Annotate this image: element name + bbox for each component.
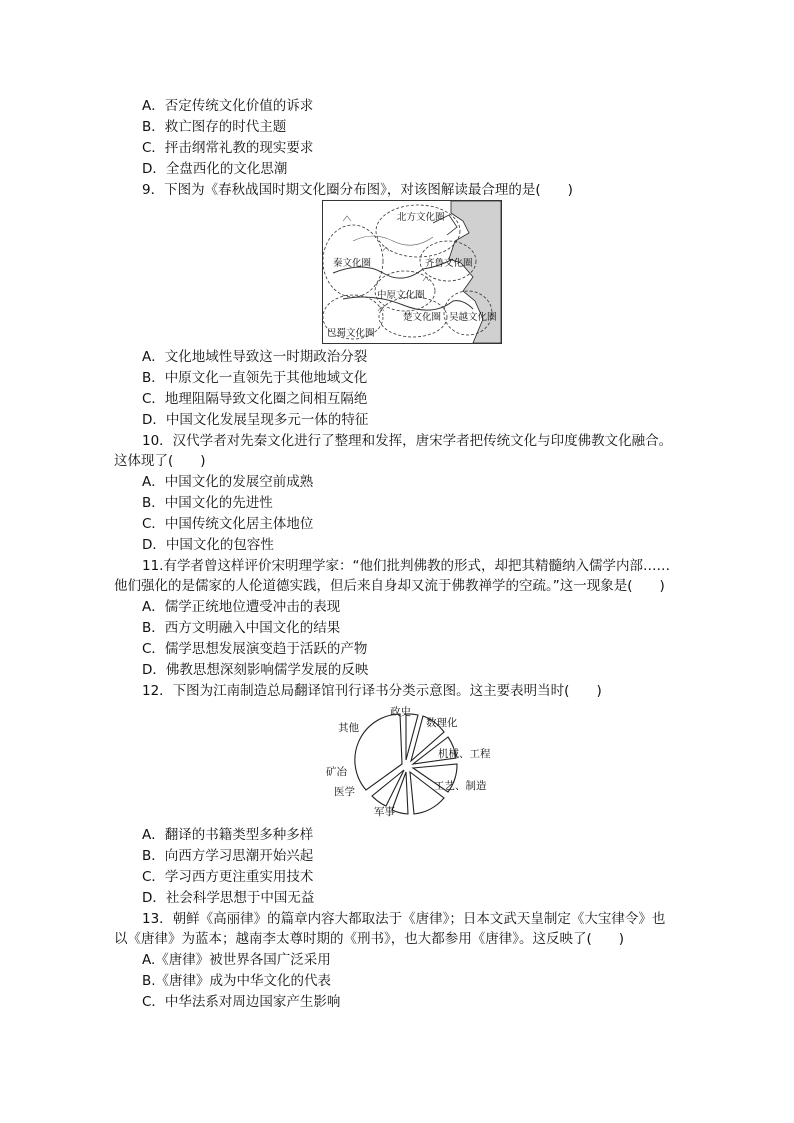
translation-category-diagram xyxy=(320,700,500,825)
map-label-wuyue: 吴越文化圈 xyxy=(449,312,497,323)
q10-option-d[interactable]: D．中国文化的包容性 xyxy=(142,537,274,553)
culture-circle-map xyxy=(322,200,502,344)
map-label-qilu: 齐鲁文化圈 xyxy=(425,258,473,269)
map-label-chu: 楚文化圈 xyxy=(403,312,442,323)
pie-label-politics-history: 政史 xyxy=(390,706,411,718)
q13-stem-line1: 13．朝鲜《高丽律》的篇章内容大都取法于《唐律》；日本文武天皇制定《大宝律令》也 xyxy=(142,911,666,927)
q11-stem-line2: 他们强化的是儒家的人伦道德实践，但后来自身却又流于佛教禅学的空疏。”这一现象是( ) xyxy=(114,578,665,594)
q9-option-b[interactable]: B．中原文化一直领先于其他地域文化 xyxy=(142,370,368,386)
map-label-bashu: 巴蜀文化圈 xyxy=(327,328,375,339)
q9-option-d[interactable]: D．中国文化发展呈现多元一体的特征 xyxy=(142,412,369,428)
q13-option-a[interactable]: A.《唐律》被世界各国广泛采用 xyxy=(142,952,331,968)
q10-option-a[interactable]: A．中国文化的发展空前成熟 xyxy=(142,474,314,490)
q10-option-c[interactable]: C．中国传统文化居主体地位 xyxy=(142,516,314,532)
pie-label-math-science: 数理化 xyxy=(426,717,458,729)
q11-option-c[interactable]: C．儒学思想发展演变趋于活跃的产物 xyxy=(142,641,368,657)
q12-option-d[interactable]: D．社会科学思想于中国无益 xyxy=(142,890,315,906)
q10-option-b[interactable]: B．中国文化的先进性 xyxy=(142,495,273,511)
q8-option-d[interactable]: D．全盘西化的文化思潮 xyxy=(142,161,288,177)
pie-label-mining: 矿冶 xyxy=(326,766,347,778)
q13-option-b[interactable]: B.《唐律》成为中华文化的代表 xyxy=(142,973,332,989)
map-label-zhongyuan: 中原文化圈 xyxy=(377,290,425,301)
q9-option-a[interactable]: A．文化地域性导致这一时期政治分裂 xyxy=(142,349,368,365)
q8-option-c[interactable]: C．抨击纲常礼教的现实要求 xyxy=(142,140,314,156)
pie-label-craft: 工艺、制造 xyxy=(434,780,487,792)
pie-label-military: 军事 xyxy=(374,806,395,818)
q11-option-b[interactable]: B．西方文明融入中国文化的结果 xyxy=(142,620,341,636)
pie-label-machinery: 机械、工程 xyxy=(438,748,491,760)
q12-option-a[interactable]: A．翻译的书籍类型多种多样 xyxy=(142,827,314,843)
pie-label-medicine: 医学 xyxy=(334,786,355,798)
q11-option-a[interactable]: A．儒学正统地位遭受冲击的表现 xyxy=(142,599,341,615)
q8-option-a[interactable]: A．否定传统文化价值的诉求 xyxy=(142,98,314,114)
q13-stem-line2: 以《唐律》为蓝本；越南李太尊时期的《刑书》，也大都参用《唐律》。这反映了( ) xyxy=(114,931,625,947)
q10-stem-line2: 这体现了( ) xyxy=(114,453,206,469)
q10-stem-line1: 10．汉代学者对先秦文化进行了整理和发挥，唐宋学者把传统文化与印度佛教文化融合。 xyxy=(142,433,673,449)
q11-option-d[interactable]: D．佛教思想深刻影响儒学发展的反映 xyxy=(142,662,369,678)
q9-option-c[interactable]: C．地理阻隔导致文化圈之间相互隔绝 xyxy=(142,391,368,407)
q8-option-b[interactable]: B．救亡图存的时代主题 xyxy=(142,119,287,135)
q12-option-b[interactable]: B．向西方学习思潮开始兴起 xyxy=(142,848,314,864)
q12-option-c[interactable]: C．学习西方更注重实用技术 xyxy=(142,869,314,885)
q12-stem: 12．下图为江南制造总局翻译馆刊行译书分类示意图。这主要表明当时( ) xyxy=(142,683,602,699)
pie-label-other: 其他 xyxy=(338,722,359,734)
q11-stem-line1: 11.有学者曾这样评价宋明理学家：“他们批判佛教的形式，却把其精髓纳入儒学内部…… xyxy=(142,558,670,574)
map-label-north: 北方文化圈 xyxy=(397,212,445,223)
map-label-qin: 秦文化圈 xyxy=(333,258,372,269)
q13-option-c[interactable]: C．中华法系对周边国家产生影响 xyxy=(142,994,341,1010)
q9-stem: 9．下图为《春秋战国时期文化圈分布图》，对该图解读最合理的是( ) xyxy=(142,182,573,198)
